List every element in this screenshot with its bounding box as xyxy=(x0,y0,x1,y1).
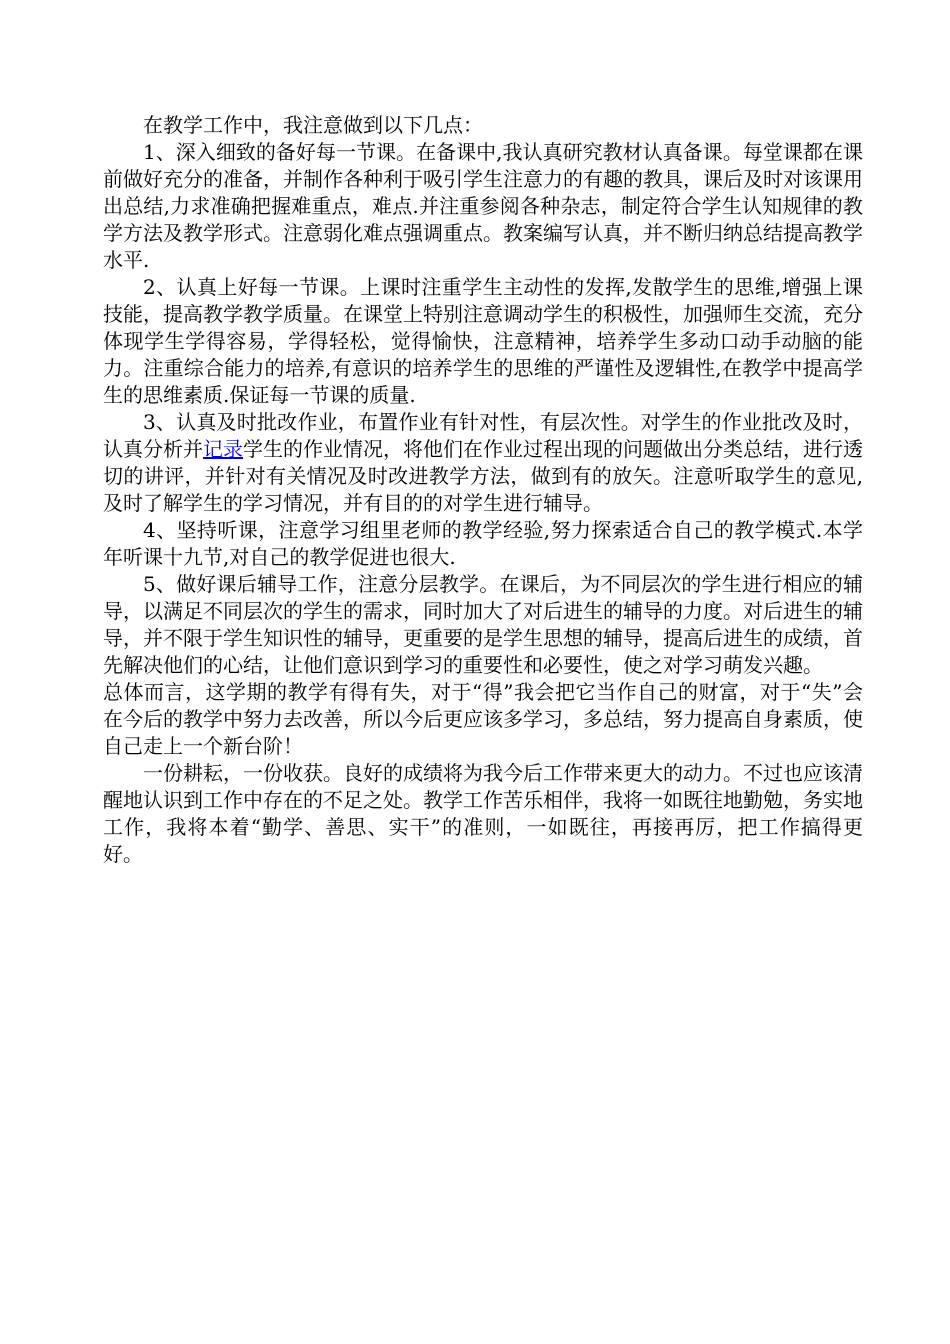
paragraph-1-lesson-preparation: 1、深入细致的备好每一节课。在备课中,我认真研究教材认真备课。每堂课都在课前做好充分的准备，并制作各种利于吸引学生注意力的有趣的教具，课后及时对该课用出总结,力求准确把握难重点，难点.并注重参阅各种杂志，制定符合学生认知规律的教学方法及教学形式。注意弱化难点强调重点。教案编写认真，并不断归纳总结提高教学水平. xyxy=(103,140,863,272)
paragraph-3-homework xyxy=(103,409,863,517)
paragraph-5-tutoring: 5、做好课后辅导工作，注意分层教学。在课后，为不同层次的学生进行相应的辅导，以满足不同层次的学生的需求，同时加大了对后进生的辅导的力度。对后进生的辅导，并不限于学生知识性的辅导，更重要的是学生思想的辅导，提高后进生的成绩，首先解决他们的心结，让他们意识到学习的重要性和必要性，使之对学习萌发兴趣。 xyxy=(103,572,863,677)
paragraph-4-observation: 4、坚持听课，注意学习组里老师的教学经验,努力探索适合自己的教学模式.本学年听课十九节,对自己的教学促进也很大. xyxy=(103,518,863,569)
intro-paragraph: 在教学工作中，我注意做到以下几点： xyxy=(143,113,483,137)
paragraph-3-text-after: 学生的作业情况，将他们在作业过程出现的问题做出分类总结，进行透切的讲评，并针对有关情况及时改进教学方法，做到有的放矢。注意听取学生的意见,及时了解学生的学习情况，并有目的的对学生进行辅导。 xyxy=(103,437,863,515)
record-link[interactable]: 记录 xyxy=(203,437,243,461)
paragraph-2-teaching-class: 2、认真上好每一节课。上课时注重学生主动性的发挥,发散学生的思维,增强上课技能，提高教学教学质量。在课堂上特别注意调动学生的积极性，加强师生交流，充分体现学生学得容易，学得轻松，觉得愉快，注意精神，培养学生多动口动手动脑的能力。注重综合能力的培养,有意识的培养学生的思维的严谨性及逻辑性,在教学中提高学生的思维素质.保证每一节课的质量. xyxy=(103,275,863,407)
summary-paragraph: 总体而言，这学期的教学有得有失，对于“得”我会把它当作自己的财富，对于“失”会在今后的教学中努力去改善，所以今后更应该多学习，多总结，努力提高自身素质，使自己走上一个新台阶！ xyxy=(103,680,863,758)
closing-paragraph: 一份耕耘，一份收获。良好的成绩将为我今后工作带来更大的动力。不过也应该清醒地认识到工作中存在的不足之处。教学工作苦乐相伴，我将一如既往地勤勉，务实地工作，我将本着“勤学、善思、实干”的准则，一如既往，再接再厉，把工作搞得更好。 xyxy=(103,761,863,866)
document-body xyxy=(103,112,863,868)
paragraph-3-text-before: 3、认真及时批改作业，布置作业有针对性，有层次性。对学生的作业批改及时，认真分析并 xyxy=(103,410,863,461)
